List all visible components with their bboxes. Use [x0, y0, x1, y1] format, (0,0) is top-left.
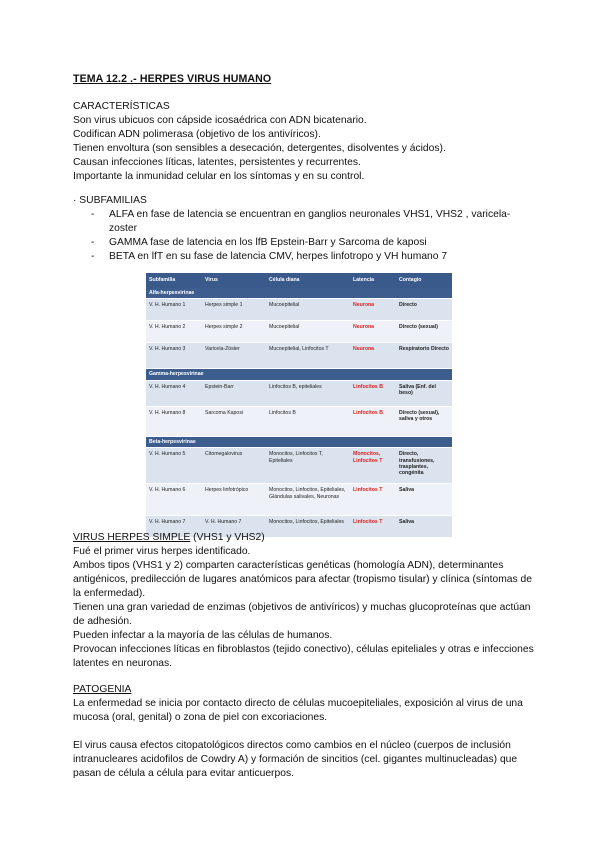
table-cell: Neurona — [350, 321, 396, 343]
table-cell: Herpes simple 1 — [202, 299, 266, 321]
text-line: Fué el primer virus herpes identificado. — [73, 546, 251, 557]
table-cell: Linfocitos B — [350, 380, 396, 406]
table-row — [146, 406, 452, 436]
text-line: Provocan infecciones líticas en fibroblastos (tejido conectivo), células epiteliales y otras e infecciones latentes en neuronas. — [73, 644, 534, 669]
table-row — [146, 380, 452, 406]
table-cell: Directo, transfusiones, trasplantes, congénita — [396, 448, 452, 484]
column-header: Célula diana — [266, 273, 350, 288]
table-cell: Mucoepitelial, Linfocitos T — [266, 343, 350, 369]
document-page — [73, 72, 535, 264]
table-cell: V. H. Humano 8 — [146, 406, 202, 436]
table-cell: V. H. Humano 1 — [146, 299, 202, 321]
table-cell: Herpes simple 2 — [202, 321, 266, 343]
table-cell: V. H. Humano 6 — [146, 484, 202, 516]
table-cell: Epstein-Barr — [202, 380, 266, 406]
table-row — [146, 299, 452, 321]
table-cell: Linfocitos B, epiteliales — [266, 380, 350, 406]
table-cell: Monocitos, Linfocitos T, Epiteliales — [266, 448, 350, 484]
text-line: Ambos tipos (VHS1 y 2) comparten características genéticas (homología ADN), determinantes antigénicos, predilección de lugares anatómicos para afectar (tropismo tisular) y clínica (síntomas de la enfermedad). — [73, 560, 533, 599]
table-cell: V. H. Humano 4 — [146, 380, 202, 406]
table-cell: Mucoepitelial — [266, 321, 350, 343]
text-paragraph: La enfermedad se inicia por contacto directo de células mucoepiteliales, exposición al virus de una mucosa (oral, genital) o zona de piel con excoriaciones. — [73, 698, 523, 723]
table-cell: V. H. Humano 3 — [146, 343, 202, 369]
table-cell: Saliva (Enf. del beso) — [396, 380, 452, 406]
table-cell: Saliva — [396, 516, 452, 538]
table-row — [146, 321, 452, 343]
table-cell: Mucoepitelial — [266, 299, 350, 321]
table-cell: Saliva — [396, 484, 452, 516]
group-header: Alfa-herpesvirinae — [146, 288, 452, 299]
column-header: Contagio — [396, 273, 452, 288]
herpes-table — [146, 273, 452, 538]
text-line: Son virus ubicuos con cápside icosaédrica con ADN bicatenario. — [73, 115, 367, 126]
patogenia-heading: PATOGENIA — [73, 684, 132, 695]
table-cell: Respiratorio Directo — [396, 343, 452, 369]
table-cell: Linfocitos T — [350, 484, 396, 516]
table-cell: Directo (sexual), saliva y otros — [396, 406, 452, 436]
table-cell: V. H. Humano 7 — [202, 516, 266, 538]
table-cell: Neurona — [350, 343, 396, 369]
column-header: Latencia — [350, 273, 396, 288]
table-cell: Herpes linfotrópico — [202, 484, 266, 516]
text-line: Causan infecciones líticas, latentes, persistentes y recurrentes. — [73, 157, 361, 168]
table-row — [146, 484, 452, 516]
table-cell: V. H. Humano 2 — [146, 321, 202, 343]
subfamilias-list — [89, 208, 535, 264]
column-header: Virus — [202, 273, 266, 288]
group-header: Beta-herpesvirinae — [146, 436, 452, 447]
caracteristicas-heading: CARACTERÍSTICAS — [73, 101, 170, 112]
table-cell: Linfocitos B — [266, 406, 350, 436]
table-row — [146, 343, 452, 369]
subfamilias-heading: · SUBFAMILIAS — [73, 195, 147, 206]
vhs-heading-rest: (VHS1 y VHS2) — [190, 532, 265, 543]
table-cell: Monocitos, Linfocitos, Epiteliales — [266, 516, 350, 538]
list-item: - ALFA en fase de latencia se encuentran en ganglios neuronales VHS1, VHS2 , varicela-zoster — [89, 208, 535, 236]
table-cell: Sarcoma Kaposi — [202, 406, 266, 436]
table-cell: Citomegalovirus — [202, 448, 266, 484]
group-header: Gamma-herpesvirinae — [146, 369, 452, 380]
text-line: Codifican ADN polimerasa (objetivo de los antivíricos). — [73, 129, 321, 140]
table-cell: V. H. Humano 5 — [146, 448, 202, 484]
table-cell: Monocitos, Linfocitos T — [350, 448, 396, 484]
table-header-row — [146, 273, 452, 288]
vhs-heading-underlined: VIRUS HERPES SIMPLE — [73, 532, 191, 543]
text-line: Tienen envoltura (son sensibles a desecación, detergentes, disolventes y ácidos). — [73, 143, 446, 154]
table-cell: Linfocitos T — [350, 516, 396, 538]
table-cell: Neurona — [350, 299, 396, 321]
list-item: - GAMMA fase de latencia en los lfB Epstein-Barr y Sarcoma de kaposi — [89, 236, 535, 250]
table-cell: Monocitos, Linfocitos, Epiteliales, Glándulas salivales, Neuronas — [266, 484, 350, 516]
text-paragraph: El virus causa efectos citopatológicos directos como cambios en el núcleo (cuerpos de inclusión intranucleares acidofilos de Cowdry A) y formación de sincitios (cel. gigantes multinucleadas) que pasan de célula a célula para evitar anticuerpos. — [73, 740, 518, 779]
column-header: Subfamilia — [146, 273, 202, 288]
vhs-heading — [73, 531, 535, 545]
text-line: Importante la inmunidad celular en los síntomas y en su control. — [73, 171, 365, 182]
table-cell: Directo (sexual) — [396, 321, 452, 343]
table-row — [146, 448, 452, 484]
document-page-lower — [73, 531, 535, 781]
table-cell: V. H. Humano 7 — [146, 516, 202, 538]
table-cell: Directo — [396, 299, 452, 321]
text-line: Pueden infectar a la mayoría de las células de humanos. — [73, 630, 333, 641]
text-line: Tienen una gran variedad de enzimas (objetivos de antivíricos) y muchas glucoproteínas que actúan de adhesión. — [73, 602, 531, 627]
list-item: - BETA en lfT en su fase de latencia CMV, herpes linfotropo y VH humano 7 — [89, 250, 535, 264]
table-cell: Linfocitos B — [350, 406, 396, 436]
page-title: TEMA 12.2 .- HERPES VIRUS HUMANO — [73, 73, 272, 85]
table-cell: Varicela-Zóster — [202, 343, 266, 369]
